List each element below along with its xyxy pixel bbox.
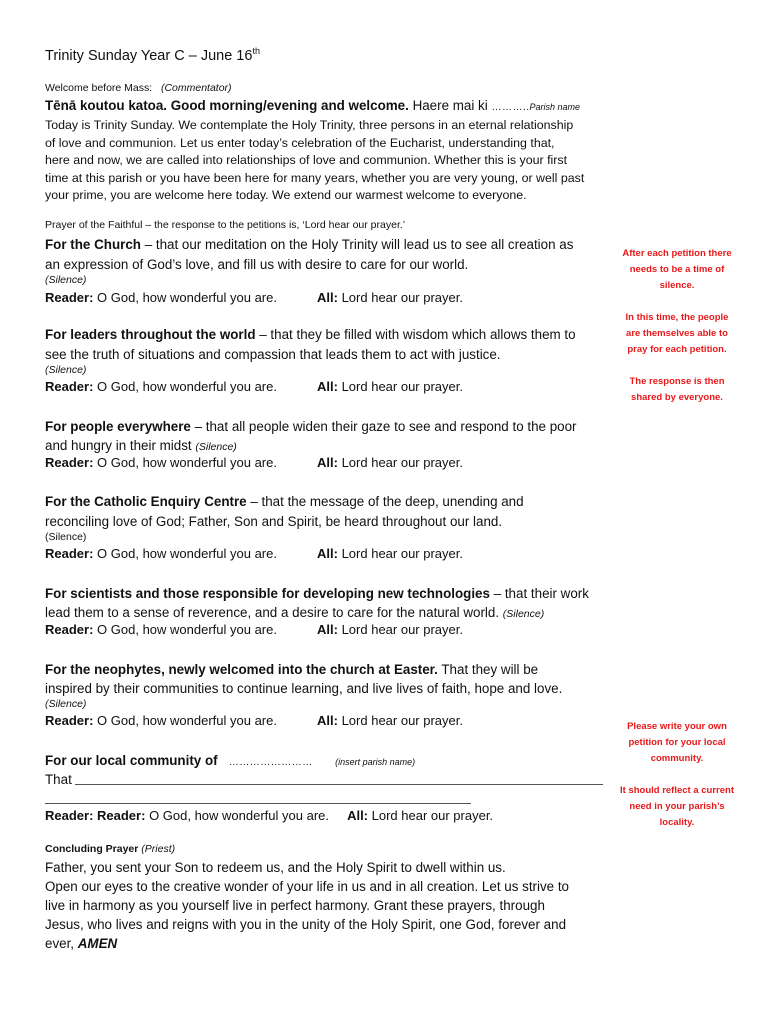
welcome-greeting: Tēnā koutou katoa. Good morning/evening and welcome. Haere mai ki ………..Parish name [45, 98, 581, 113]
side-note-text: The response is then shared by everyone. [629, 376, 725, 403]
response-line: Reader: O God, how wonderful you are. All: Lord hear our prayer. [45, 290, 463, 305]
concluding-line: Jesus, who lives and reigns with you in the unity of the Holy Spirit, one God, forever and [45, 917, 567, 932]
response-line: Reader: O God, how wonderful you are. All: Lord hear our prayer. [45, 713, 463, 728]
write-in-line [75, 784, 603, 785]
silence-note: (Silence) [45, 698, 87, 710]
side-note-text: Please write your own petition for your local community. [627, 721, 727, 764]
welcome-line: here and now, we are called into relationships of love and communion. Whether this is your first [45, 153, 568, 167]
side-note-own-petition [618, 719, 736, 847]
response-line: Reader: O God, how wonderful you are. All: Lord hear our prayer. [45, 379, 463, 394]
welcome-line: Today is Trinity Sunday. We contemplate the Holy Trinity, three persons in an eternal relationship [45, 118, 574, 132]
concluding-line: ever, AMEN [45, 936, 118, 951]
petition-line: For the neophytes, newly welcomed into the church at Easter. That they will be [45, 662, 539, 677]
concluding-heading: Concluding Prayer (Priest) [45, 843, 176, 855]
concluding-line: Open our eyes to the creative wonder of your life in us and in all creation. Let us strive to [45, 879, 570, 894]
petition-line: lead them to a sense of reverence, and a desire to care for the natural world. (Silence) [45, 605, 545, 620]
that-label: That [45, 772, 72, 787]
concluding-line: Father, you sent your Son to redeem us, and the Holy Spirit to dwell within us. [45, 860, 506, 875]
welcome-line: of love and communion. Let us enter today’s celebration of the Eucharist, understanding that, [45, 135, 555, 150]
petition-line: and hungry in their midst (Silence) [45, 438, 237, 453]
petition-line: an expression of God’s love, and fill us with desire to care for our world. [45, 257, 469, 272]
side-note-text: After each petition there needs to be a time of silence. [622, 248, 732, 291]
petition-line: For the Catholic Enquiry Centre – that the message of the deep, unending and [45, 494, 524, 509]
side-note-text: It should reflect a current need in your parish’s locality. [619, 785, 735, 828]
concluding-line: live in harmony as you yourself live in perfect harmony. Grant these prayers, through [45, 898, 545, 913]
silence-note: (Silence) [45, 531, 87, 543]
response-line: Reader: O God, how wonderful you are. All: Lord hear our prayer. [45, 455, 463, 470]
local-community-line: For our local community of …………………… (insert parish name) [45, 753, 416, 768]
prayer-heading: Prayer of the Faithful – the response to the petitions is, ‘Lord hear our prayer.’ [45, 219, 406, 231]
write-in-line [45, 803, 471, 804]
petition-line: For leaders throughout the world – that they be filled with wisdom which allows them to [45, 327, 576, 342]
silence-note: (Silence) [45, 274, 87, 286]
side-note-text: In this time, the people are themselves able to pray for each petition. [625, 312, 729, 355]
petition-line: For the Church – that our meditation on the Holy Trinity will lead us to see all creation as [45, 237, 574, 252]
response-line: Reader: O God, how wonderful you are. All: Lord hear our prayer. [45, 546, 463, 561]
welcome-heading: Welcome before Mass: (Commentator) [45, 82, 232, 94]
response-line: Reader: Reader: O God, how wonderful you are. All: Lord hear our prayer. [45, 808, 494, 823]
response-line: Reader: O God, how wonderful you are. All: Lord hear our prayer. [45, 622, 463, 637]
petition-line: For scientists and those responsible for developing new technologies – that their work [45, 586, 589, 601]
welcome-line: your prime, you are welcome here today. We extend our warmest welcome to everyone. [45, 188, 527, 202]
welcome-line: time at this parish or you have been here for many years, whether you are very young, or well past [45, 170, 585, 185]
page-title: Trinity Sunday Year C – June 16th [45, 46, 260, 64]
petition-line: see the truth of situations and compassion that leads them to act with justice. [45, 347, 501, 362]
petition-line: inspired by their communities to continue learning, and live lives of faith, hope and love. [45, 681, 563, 696]
side-note-silence [618, 246, 736, 422]
petition-line: reconciling love of God; Father, Son and Spirit, be heard throughout our land. [45, 514, 503, 529]
silence-note: (Silence) [45, 364, 87, 376]
petition-line: For people everywhere – that all people widen their gaze to see and respond to the poor [45, 419, 577, 434]
